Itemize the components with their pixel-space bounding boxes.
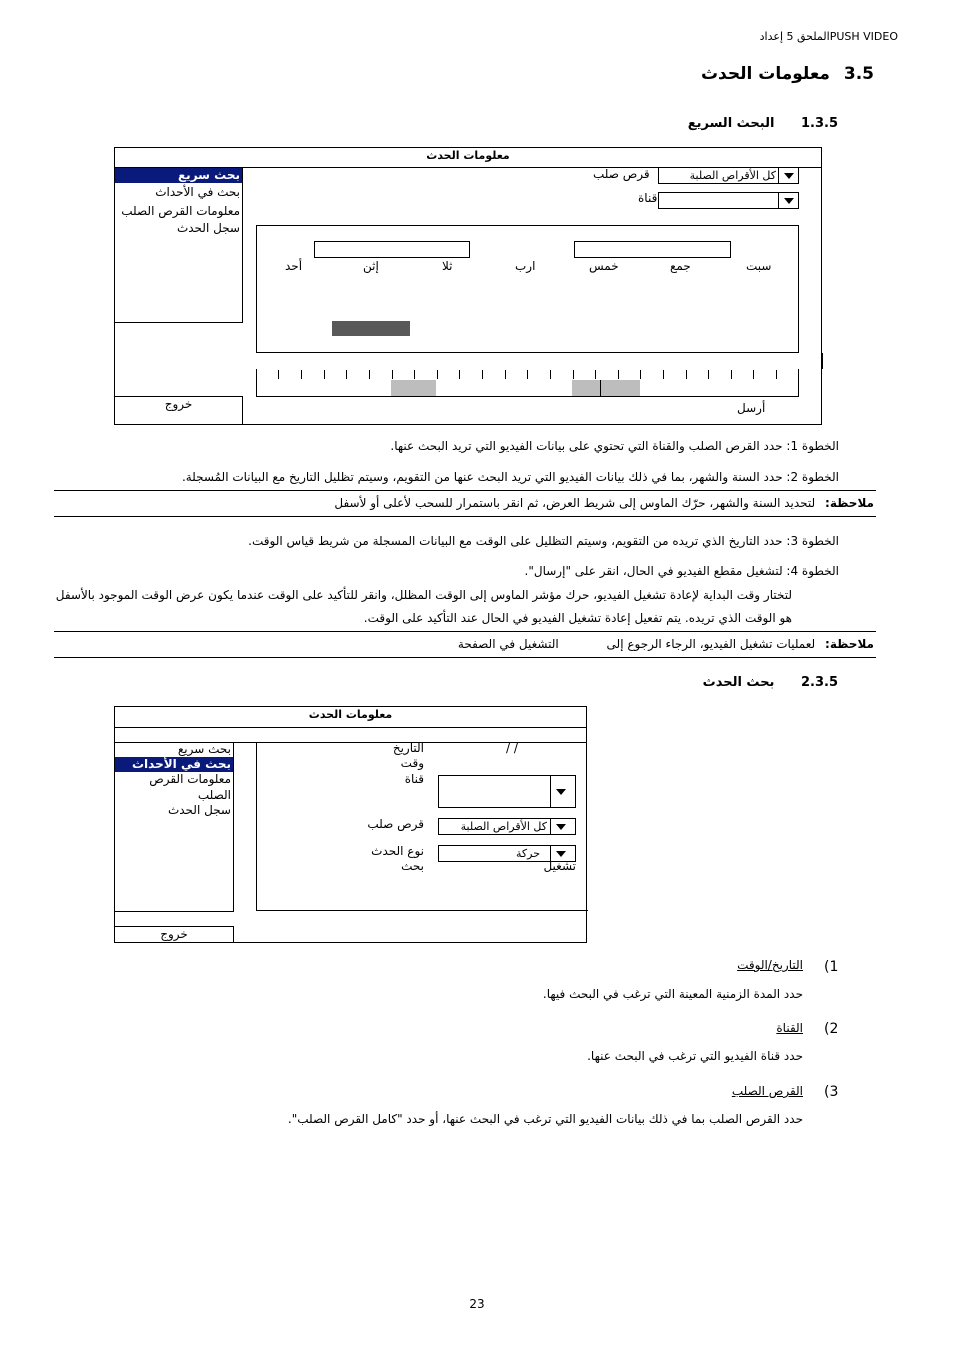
hdd-value: كل الأقراص الصلبة — [689, 169, 776, 182]
subsection-number: 2.3.5 — [800, 675, 838, 690]
tick — [686, 370, 687, 379]
step-2: الخطوة 2: حدد السنة والشهر، بما في ذلك بيانات الفيديو التي تريد البحث عنها من التقويم، وسيتم تظليل التاريخ مع البيانات المُسجلة. — [181, 470, 839, 484]
year-display[interactable] — [314, 241, 470, 258]
search-button[interactable]: بحث — [401, 859, 424, 873]
channel-label: قناة — [404, 772, 424, 786]
tick — [731, 370, 732, 379]
chevron-down-icon — [550, 776, 575, 807]
running-header — [760, 30, 898, 43]
menu-item-event-search[interactable]: بحث في الأحداث — [115, 757, 233, 772]
weekday-sat: سبت — [746, 259, 772, 273]
menu-item-event-search[interactable]: بحث في الأحداث — [155, 185, 240, 199]
item-2-title: القناة — [776, 1021, 803, 1035]
panel-edge-mark — [822, 353, 823, 369]
section-title: معلومات الحدث — [700, 64, 830, 84]
menu-item-hdd-info-2[interactable]: الصلب — [197, 788, 231, 802]
header-left: الملحق 5 إعداد — [759, 30, 830, 43]
item-2-number: (2 — [824, 1021, 839, 1037]
date-field[interactable]: / / — [506, 741, 518, 755]
note-label: ملاحظة: — [825, 637, 874, 651]
channel-label: قناة — [638, 191, 658, 205]
weekday-sun: أحد — [285, 259, 303, 273]
subsection-title: البحث السريع — [687, 116, 775, 131]
tick — [618, 370, 619, 379]
side-menu — [115, 168, 243, 323]
section-heading — [701, 64, 874, 84]
recorded-segment[interactable] — [572, 380, 640, 396]
weekday-mon: إثن — [363, 259, 379, 273]
tick — [708, 370, 709, 379]
tick — [663, 370, 664, 379]
tick — [369, 370, 370, 379]
panel-title: معلومات الحدث — [426, 149, 510, 162]
tick — [573, 370, 574, 379]
exit-button[interactable]: خروج — [115, 396, 243, 425]
tick — [595, 370, 596, 379]
exit-button[interactable]: خروج — [115, 926, 234, 943]
header-right: PUSH VIDEO — [829, 30, 898, 43]
hdd-value: كل الأقراص الصلبة — [460, 820, 547, 833]
weekday-tue: ثلا — [442, 259, 453, 273]
tick — [414, 370, 415, 379]
highlighted-date[interactable] — [332, 321, 410, 336]
step-4: الخطوة 4: لتشغيل مقطع الفيديو في الحال، انقر على "إرسال". — [524, 564, 839, 578]
item-1-desc: حدد المدة الزمنية المعينة التي ترغب في البحث فيها. — [542, 987, 803, 1001]
tick — [301, 370, 302, 379]
channel-select[interactable] — [438, 775, 576, 808]
tick — [505, 370, 506, 379]
subsection-title: بحث الحدث — [702, 675, 775, 690]
tick — [527, 370, 528, 379]
item-3-desc: حدد القرص الصلب بما في ذلك بيانات الفيديو التي ترغب في البحث عنها، أو حدد "كامل القرص الصلب". — [287, 1112, 803, 1126]
weekday-thu: خمس — [589, 259, 619, 273]
tick — [324, 370, 325, 379]
item-3-title: القرص الصلب — [731, 1084, 803, 1098]
event-search-panel — [114, 706, 587, 943]
note-label: ملاحظة: — [825, 496, 874, 510]
note-text: لتحديد السنة والشهر، حرّك الماوس إلى شريط العرض، ثم انقر باستمرار للسحب لأعلى أو لأسفل — [334, 496, 816, 510]
hdd-dropdown[interactable] — [438, 818, 576, 835]
subsection-number: 1.3.5 — [800, 116, 838, 131]
step-1: الخطوة 1: حدد القرص الصلب والقناة التي تحتوي على بيانات الفيديو التي تريد البحث عنها. — [390, 439, 839, 453]
menu-item-event-log[interactable]: سجل الحدث — [167, 803, 231, 817]
date-label: التاريخ — [392, 741, 424, 755]
note-2 — [54, 637, 874, 651]
subsection-heading-1 — [688, 116, 838, 131]
tick — [278, 370, 279, 379]
tick — [753, 370, 754, 379]
hdd-label: قرص صلب — [367, 817, 424, 831]
step-4-detail-2: هو الوقت الذي تريده. يتم تفعيل إعادة تشغيل الفيديو في الحال عند التأكيد على الوقت. — [363, 611, 792, 625]
tick — [482, 370, 483, 379]
subsection-heading-2 — [703, 675, 838, 690]
tick — [550, 370, 551, 379]
step-4-detail: لتختار وقت البداية لإعادة تشغيل الفيديو، حرك مؤشر الماوس إلى الوقت المظلل، وانقر للتأكيد على الوقت عندما يكون عرض الوقت الموجود بالأسفل — [55, 588, 792, 602]
panel-title: معلومات الحدث — [308, 708, 393, 721]
note-text: لعمليات تشغيل الفيديو، الرجاء الرجوع إلى — [606, 637, 816, 651]
tick — [776, 370, 777, 379]
weekday-fri: جمع — [670, 259, 691, 273]
play-button[interactable]: تشغيل — [543, 859, 576, 873]
note-text-2: التشغيل في الصفحة — [457, 637, 559, 651]
time-bar[interactable] — [256, 369, 799, 397]
menu-item-quick-search[interactable]: بحث سريع — [177, 742, 231, 756]
chevron-down-icon — [550, 819, 575, 834]
tick — [437, 370, 438, 379]
item-1-number: (1 — [824, 959, 839, 975]
item-3-number: (3 — [824, 1084, 839, 1100]
menu-item-hdd-info[interactable]: معلومات القرص — [149, 772, 231, 786]
weekday-wed: ارب — [515, 259, 536, 273]
recorded-segment[interactable] — [391, 380, 436, 396]
hdd-label: قرص صلب — [593, 167, 650, 181]
tick — [640, 370, 641, 379]
send-button[interactable]: أرسل — [737, 401, 766, 415]
search-form — [256, 742, 588, 911]
quick-search-panel — [114, 147, 822, 425]
month-display[interactable] — [574, 241, 731, 258]
item-1-title: التاريخ/الوقت — [737, 958, 803, 972]
step-3: الخطوة 3: حدد التاريخ الذي تريده من التقويم، وسيتم التظليل على الوقت مع البيانات المسجلة من شريط قياس الوقت. — [248, 534, 839, 548]
menu-item-event-log[interactable]: سجل الحدث — [176, 221, 240, 235]
time-cursor — [600, 380, 601, 396]
side-menu — [115, 742, 234, 912]
note-1 — [54, 496, 874, 510]
section-number: 3.5 — [843, 64, 874, 84]
chevron-down-icon — [778, 168, 798, 183]
item-2-desc: حدد قناة الفيديو التي ترغب في البحث عنها. — [587, 1049, 803, 1063]
tick — [459, 370, 460, 379]
tick — [346, 370, 347, 379]
time-label: وقت — [400, 756, 424, 770]
event-type-value: حركة — [515, 847, 540, 860]
tick — [392, 370, 393, 379]
page-number: 23 — [469, 1297, 485, 1311]
menu-item-hdd-info[interactable]: معلومات القرص الصلب — [121, 204, 240, 218]
hdd-dropdown[interactable] — [658, 167, 799, 184]
chevron-down-icon — [778, 193, 798, 208]
calendar — [256, 225, 799, 353]
menu-item-quick-search[interactable]: بحث سريع — [115, 168, 242, 183]
channel-dropdown[interactable] — [658, 192, 799, 209]
event-type-label: نوع الحدث — [371, 844, 424, 858]
